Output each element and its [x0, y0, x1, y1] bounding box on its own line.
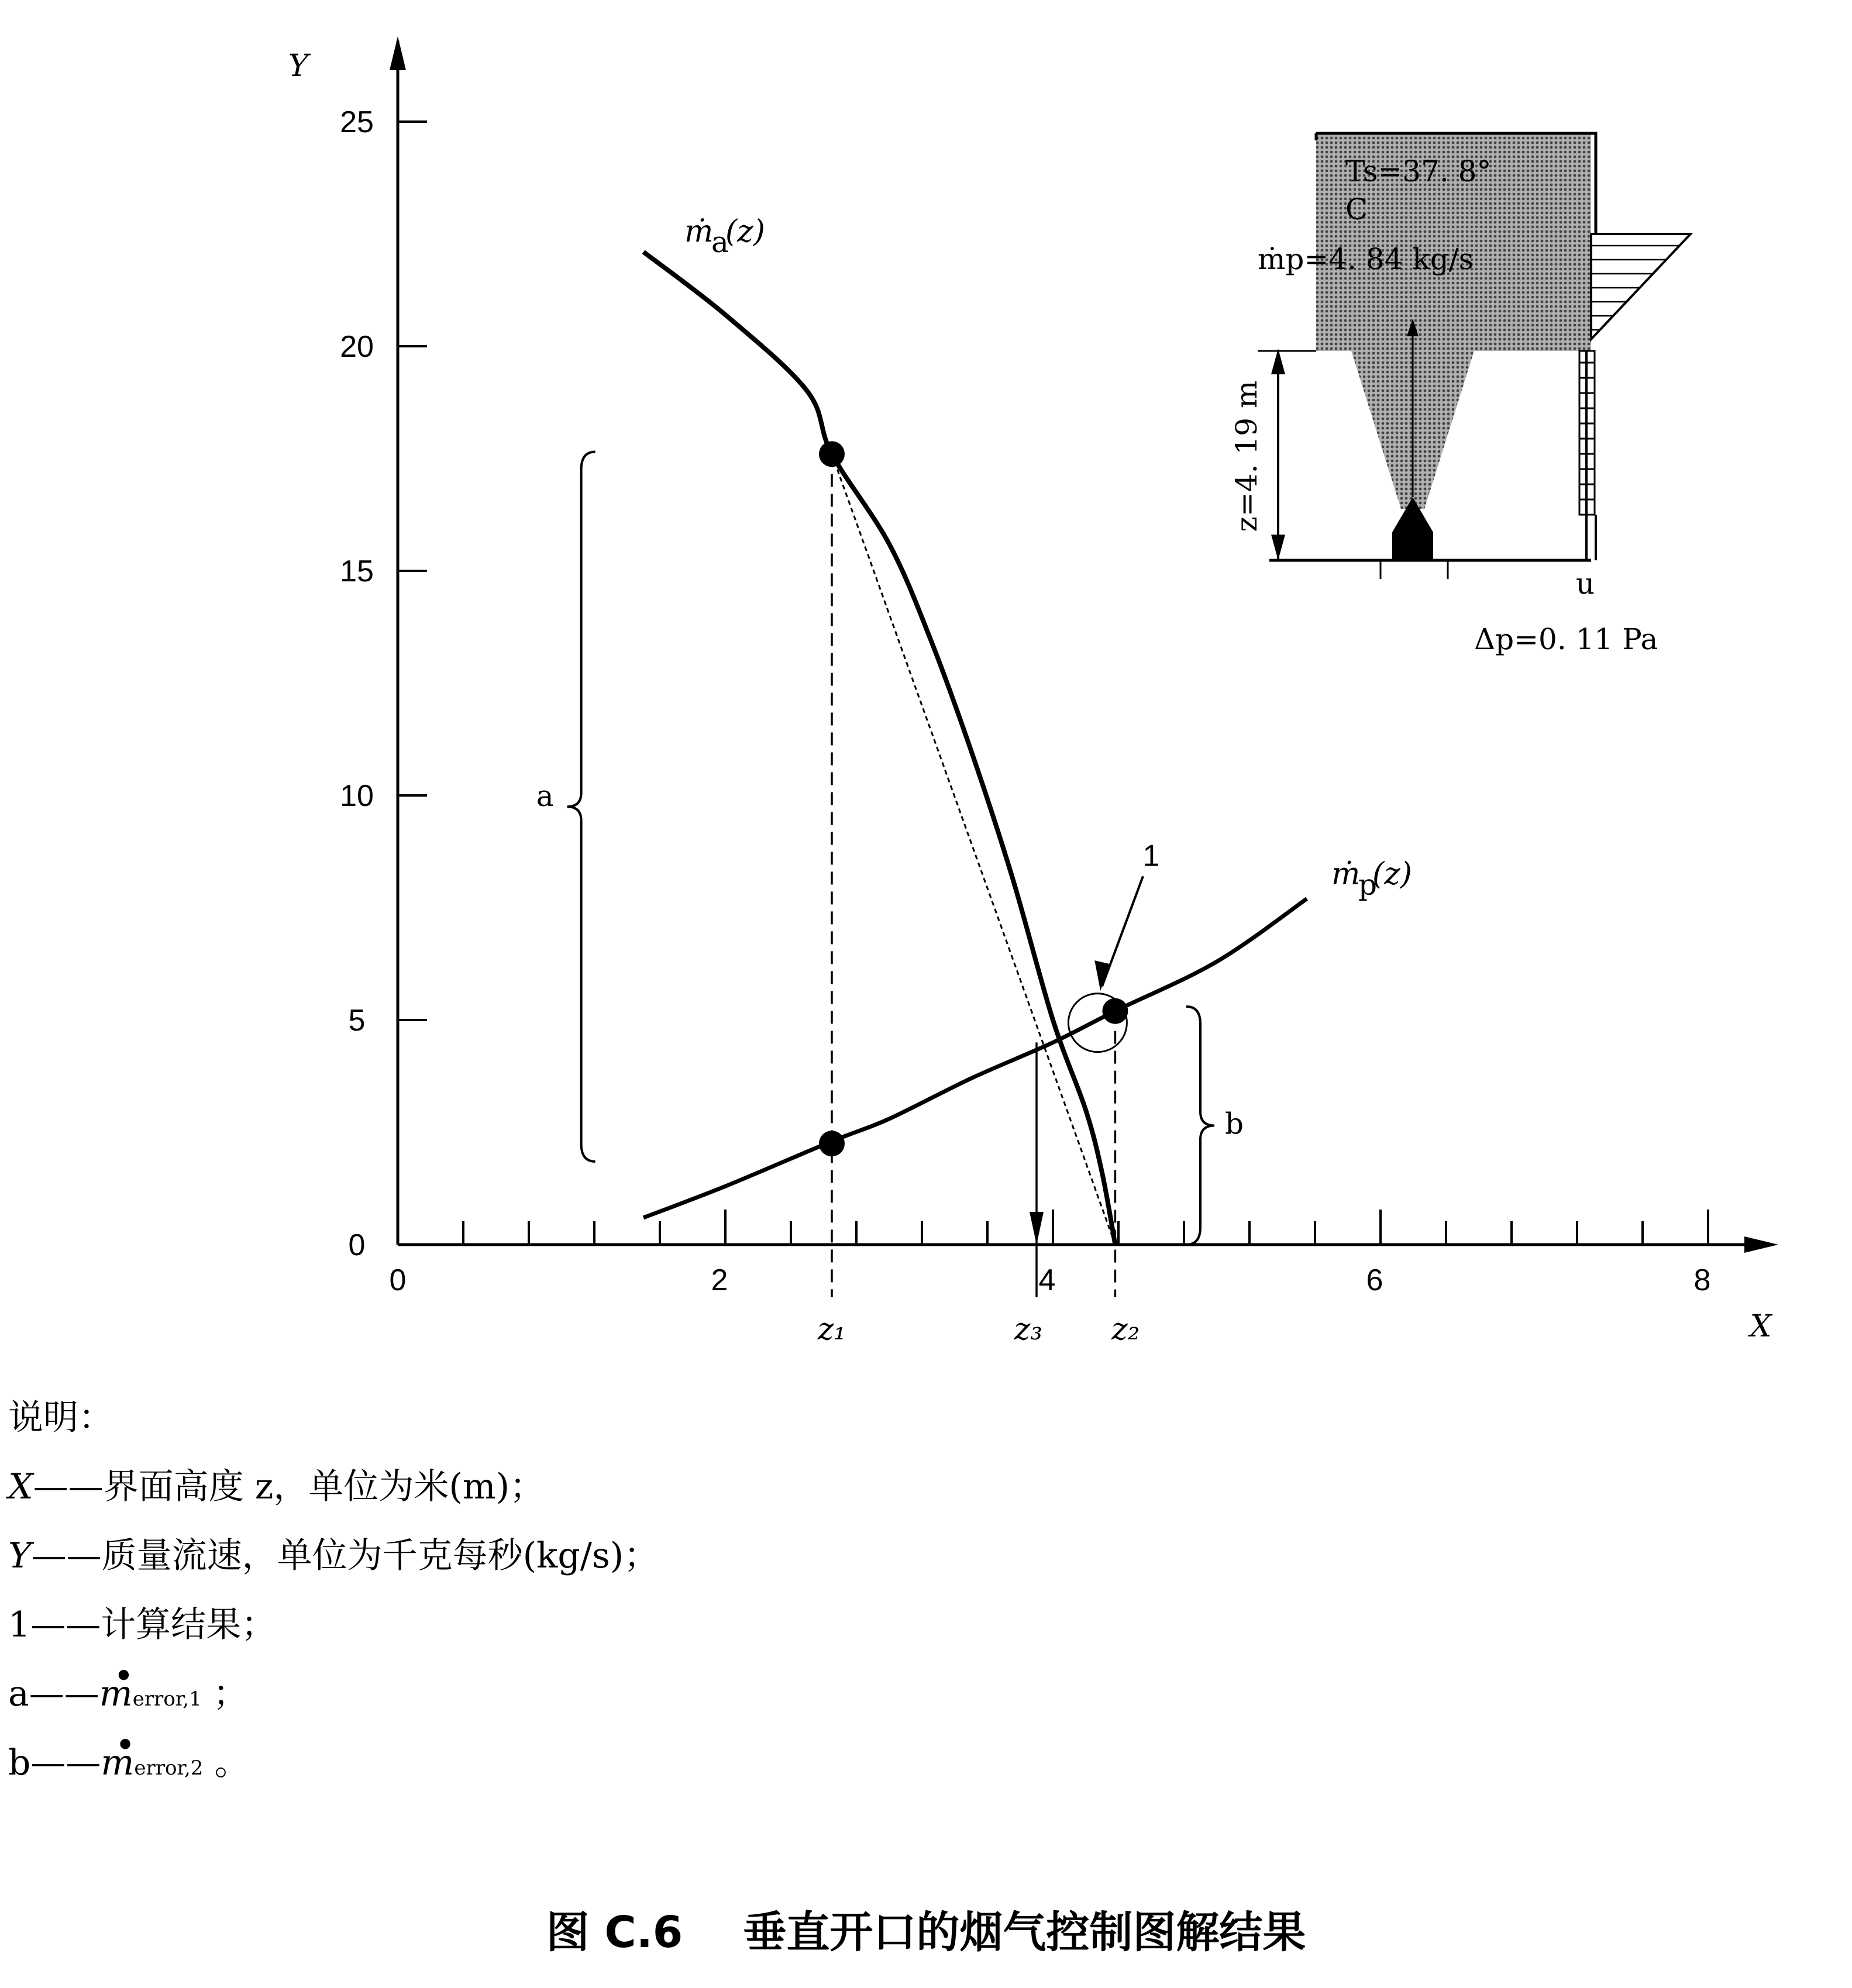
legend-a-end: ； — [201, 1673, 248, 1714]
legend-x-symbol: X — [8, 1466, 33, 1507]
brace-b-label: b — [1224, 1107, 1244, 1141]
legend-b-dash: —— — [30, 1742, 101, 1783]
series-mp-label-m: ṁ — [1331, 856, 1361, 892]
legend-x-text: ——界面高度 z，单位为米(m)； — [33, 1466, 545, 1507]
legend-a — [8, 1659, 886, 1728]
y-tick-label: 5 — [348, 1004, 366, 1038]
height-dim-arrow-top — [1271, 349, 1285, 374]
legend-b-sub: error,2 — [134, 1756, 204, 1780]
legend-title: 说明： — [8, 1397, 113, 1438]
fire-source-icon — [1392, 497, 1433, 561]
plot-area — [536, 214, 1412, 1347]
marker-label: z₁ — [817, 1312, 846, 1347]
inset-unit-label: C — [1345, 192, 1368, 226]
series-ma-label-sub: a — [711, 225, 729, 260]
inset-temperature-label: Ts=37. 8° — [1345, 154, 1492, 188]
series-ma-label-arg: (z) — [725, 214, 765, 250]
legend-x — [8, 1452, 886, 1521]
legend-a-sub: error,1 — [132, 1687, 202, 1711]
marker-label: z₂ — [1111, 1312, 1140, 1347]
legend-b — [8, 1728, 886, 1797]
callout-arrow-line — [1102, 876, 1143, 986]
inset-height-label: z=4. 19 m — [1230, 380, 1264, 532]
legend-1 — [8, 1590, 886, 1659]
data-point — [819, 441, 845, 467]
x-tick-label: 8 — [1693, 1263, 1711, 1297]
legend-b-symbol: b — [8, 1742, 31, 1783]
y-tick-label: 25 — [340, 105, 374, 139]
callout-label: 1 — [1142, 839, 1160, 873]
figure-caption: 图 C.6 垂直开口的烟气控制图解结果 — [546, 1907, 1306, 1958]
inset-u-label: u — [1575, 567, 1595, 601]
y-tick-label: 15 — [340, 554, 374, 588]
data-point — [819, 1131, 845, 1156]
legend-a-symbol: a — [8, 1673, 29, 1714]
legend-1-text: ——计算结果； — [30, 1604, 277, 1645]
marker-z3-arrow — [1030, 1212, 1044, 1245]
x-axis-arrow — [1744, 1236, 1778, 1253]
x-tick-label: 2 — [711, 1263, 728, 1297]
series-mp-label-arg: (z) — [1372, 856, 1412, 892]
brace-a — [567, 452, 595, 1161]
brace-b — [1186, 1007, 1214, 1245]
y-tick-label: 20 — [340, 330, 374, 364]
legend — [8, 1383, 886, 1797]
series-mp-line — [643, 899, 1307, 1218]
legend-y-text: ——质量流速，单位为千克每秒(kg/s)； — [31, 1535, 659, 1576]
legend-y — [8, 1521, 886, 1590]
y-tick-label: 0 — [348, 1228, 366, 1262]
series-ma-line — [643, 252, 1115, 1245]
series-mp-label-sub: p — [1358, 867, 1378, 902]
marker-label: z₃ — [1014, 1312, 1043, 1347]
x-tick-label: 4 — [1038, 1263, 1056, 1297]
legend-y-symbol: Y — [8, 1535, 32, 1576]
y-axis-arrow — [390, 36, 406, 70]
legend-a-dash: —— — [29, 1673, 99, 1714]
x-tick-label: 6 — [1366, 1263, 1383, 1297]
series-ma-label-m: ṁ — [684, 214, 714, 250]
legend-b-var: • m — [101, 1742, 134, 1783]
brace-a-label: a — [536, 779, 554, 813]
inset-massflow-label: ṁp=4. 84 kg/s — [1258, 242, 1474, 276]
inset-pressure-label: Δp=0. 11 Pa — [1474, 622, 1658, 656]
y-axis-title: Y — [288, 49, 309, 84]
y-tick-label: 10 — [340, 779, 374, 813]
legend-b-end: 。 — [203, 1742, 250, 1783]
height-dim-arrow-bottom — [1271, 535, 1285, 560]
x-tick-label: 0 — [389, 1263, 407, 1297]
legend-a-var: • m — [99, 1673, 133, 1714]
legend-1-symbol: 1 — [8, 1604, 31, 1645]
x-axis-title: X — [1750, 1309, 1772, 1344]
inset-diagram — [1230, 133, 1691, 656]
velocity-profile — [1591, 234, 1691, 339]
